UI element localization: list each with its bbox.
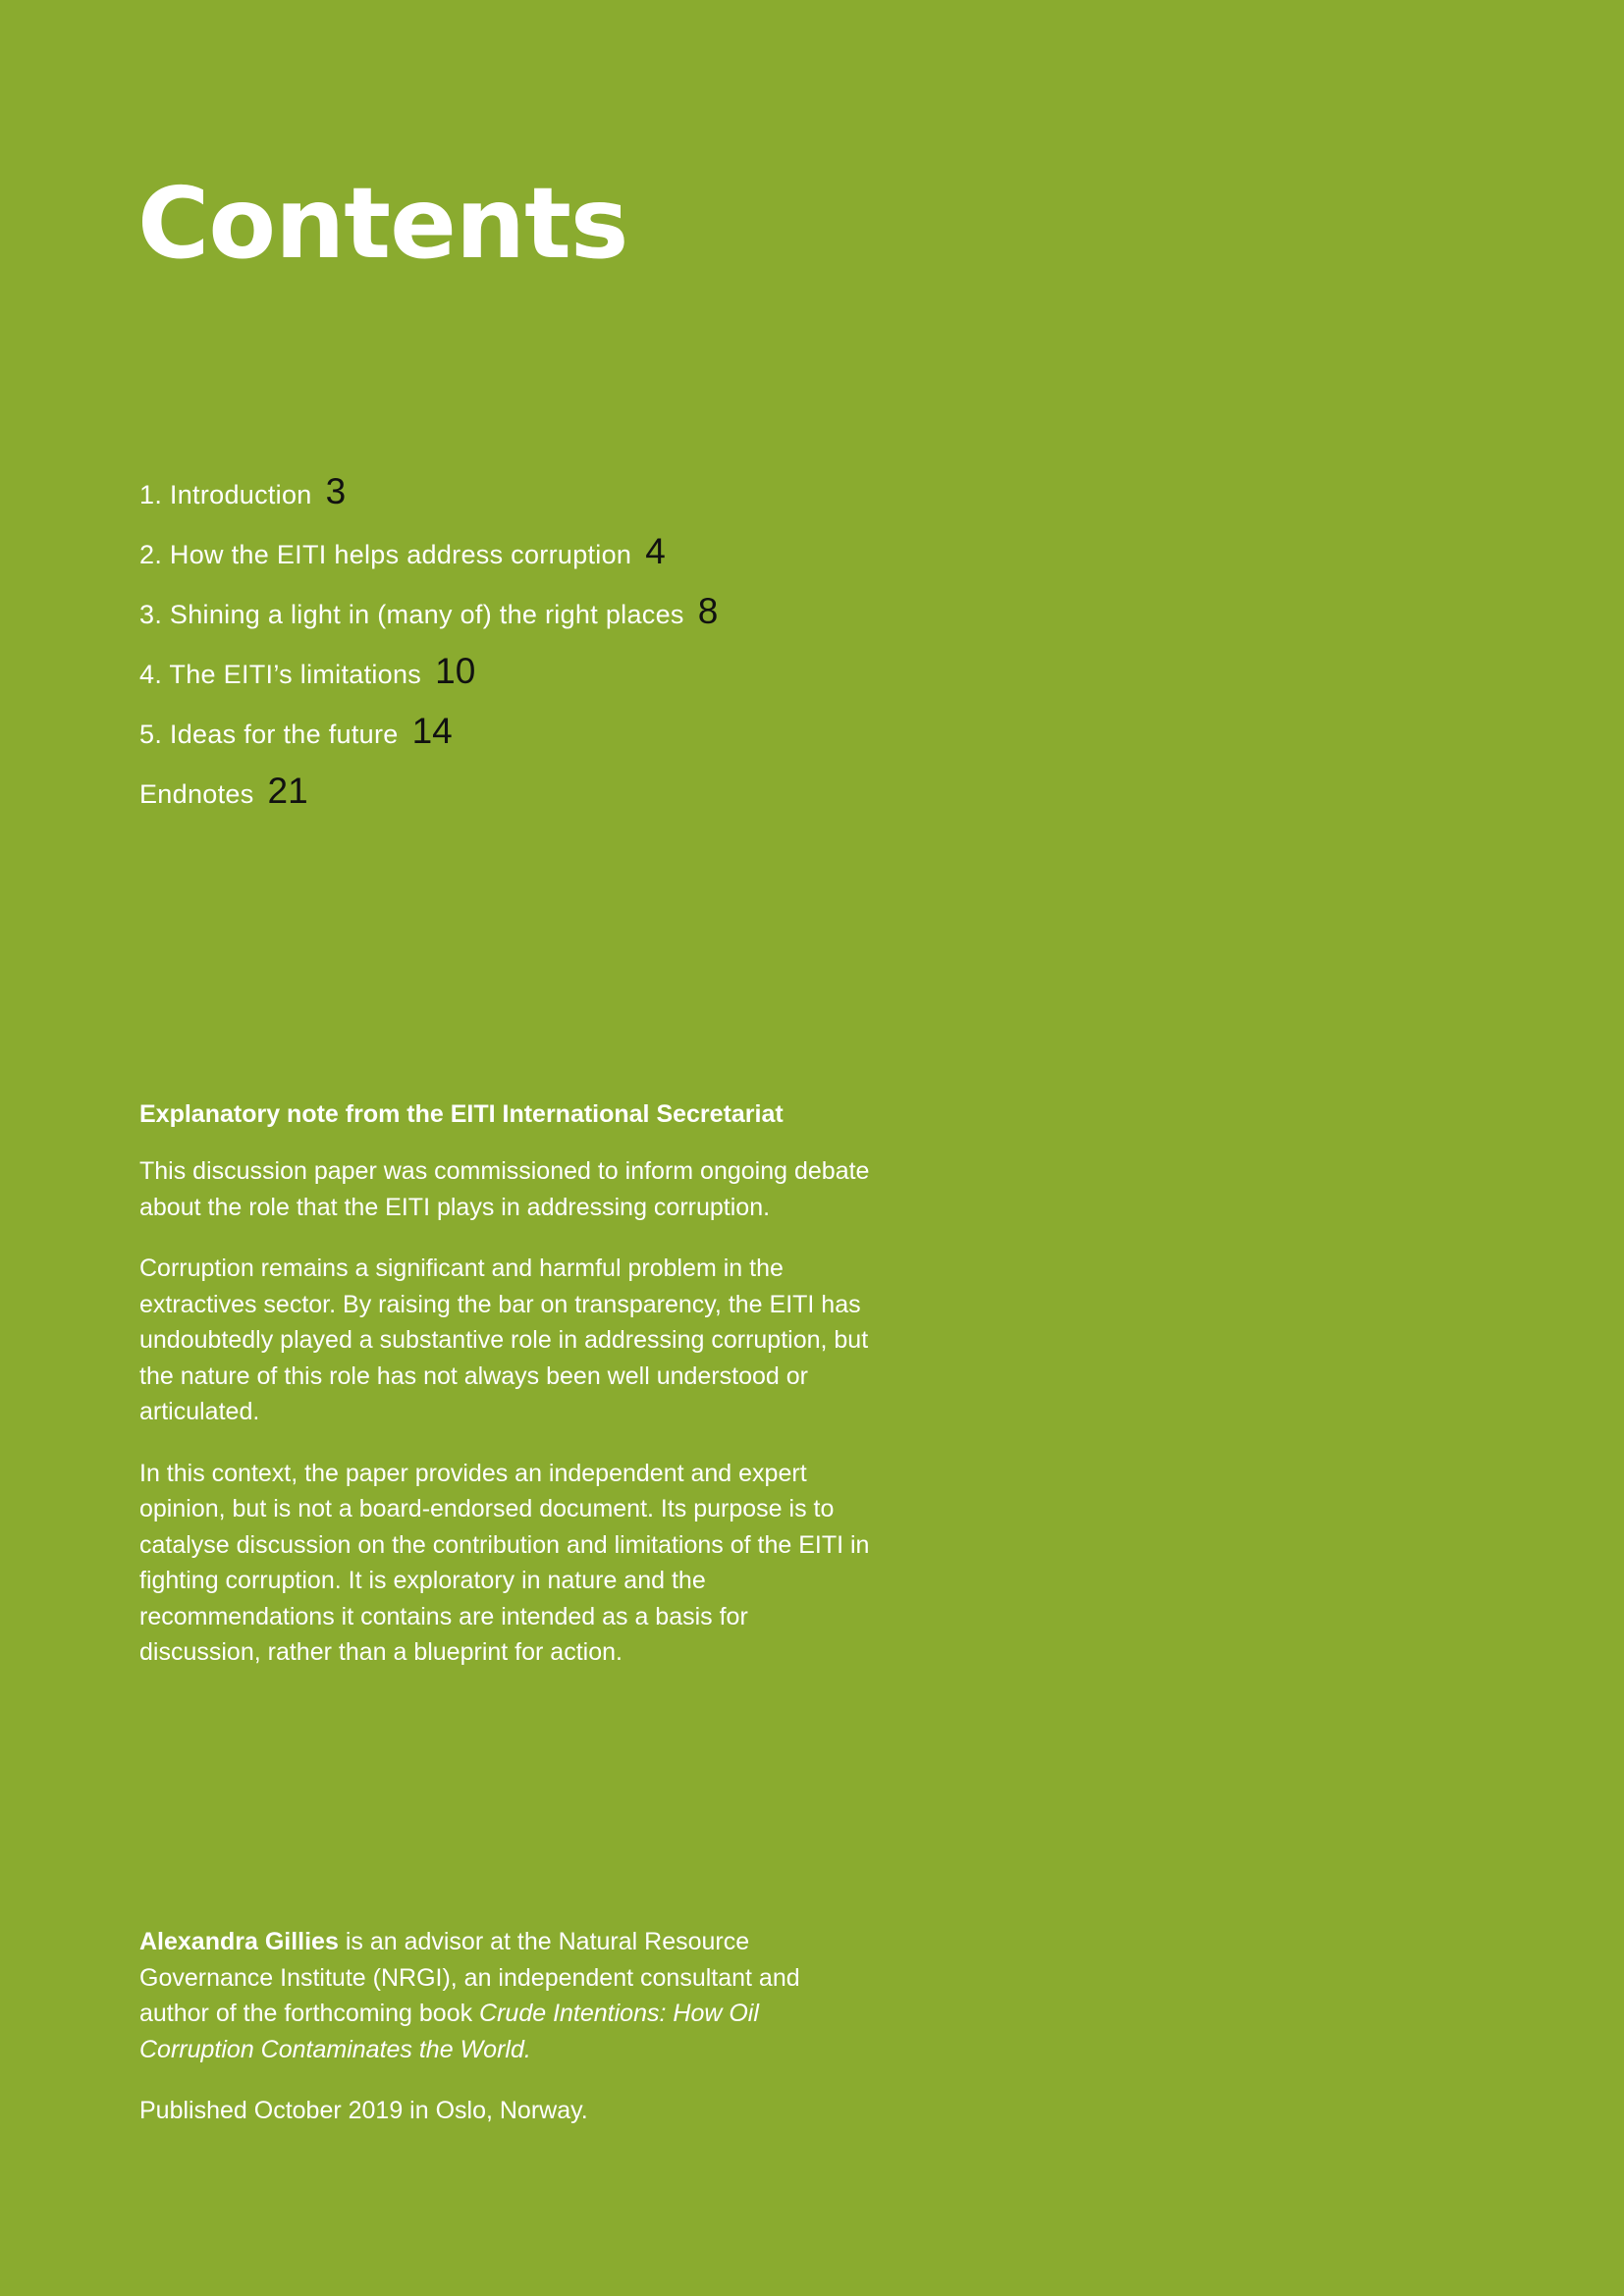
- table-of-contents: [139, 471, 718, 830]
- toc-entry-page-number: 3: [325, 471, 347, 511]
- explanatory-note-paragraph: Corruption remains a significant and harmful problem in the extractives sector. By raising the bar on transparency, the EITI has undoubtedly played a substantive role in addressing corruption, but the nature of this role has not always been well understood or articulated.: [139, 1255, 869, 1425]
- toc-entry-shining-a-light[interactable]: [139, 591, 718, 651]
- toc-entry-ideas-for-future[interactable]: [139, 711, 718, 771]
- toc-entry-introduction[interactable]: [139, 471, 718, 531]
- toc-entry-label: 3. Shining a light in (many of) the right places: [139, 600, 684, 629]
- explanatory-note-heading: Explanatory note from the EITI International Secretariat: [139, 1100, 784, 1128]
- toc-entry-page-number: 4: [645, 531, 666, 571]
- toc-entry-limitations[interactable]: [139, 651, 718, 711]
- toc-entry-page-number: 8: [697, 591, 719, 631]
- toc-entry-label: Endnotes: [139, 779, 254, 809]
- toc-entry-page-number: 21: [267, 771, 308, 811]
- book-title: Crude Intentions: How Oil Corruption Contaminates the World.: [139, 2000, 759, 2063]
- toc-entry-label: 4. The EITI’s limitations: [139, 660, 422, 689]
- author-bio: [139, 1924, 871, 2155]
- page-title: Contents: [137, 166, 628, 281]
- toc-entry-label: 1. Introduction: [139, 480, 312, 509]
- author-name: Alexandra Gillies: [139, 1928, 339, 1955]
- toc-entry-page-number: 10: [435, 651, 476, 691]
- toc-entry-label: 5. Ideas for the future: [139, 720, 399, 749]
- toc-entry-how-eiti-helps[interactable]: [139, 531, 718, 591]
- author-bio-text: is an advisor at the Natural Resource Governance Institute (NRGI), an independent consultant and author of the forthcoming book: [139, 1928, 800, 2027]
- toc-entry-label: 2. How the EITI helps address corruption: [139, 540, 632, 569]
- toc-entry-endnotes[interactable]: [139, 771, 718, 830]
- explanatory-note: [139, 1096, 871, 1696]
- toc-entry-page-number: 14: [411, 711, 453, 751]
- author-bio-paragraph: [139, 1924, 871, 2067]
- publication-info: Published October 2019 in Oslo, Norway.: [139, 2097, 588, 2124]
- explanatory-note-paragraph: In this context, the paper provides an independent and expert opinion, but is not a board-endorsed document. Its purpose is to catalyse discussion on the contribution and limitations of the EITI in fighting corruption. It is exploratory in nature and the recommendations it contains are intended as a basis for discussion, rather than a blueprint for action.: [139, 1459, 870, 1666]
- explanatory-note-paragraph: This discussion paper was commissioned to inform ongoing debate about the role that the EITI plays in addressing corruption.: [139, 1157, 870, 1221]
